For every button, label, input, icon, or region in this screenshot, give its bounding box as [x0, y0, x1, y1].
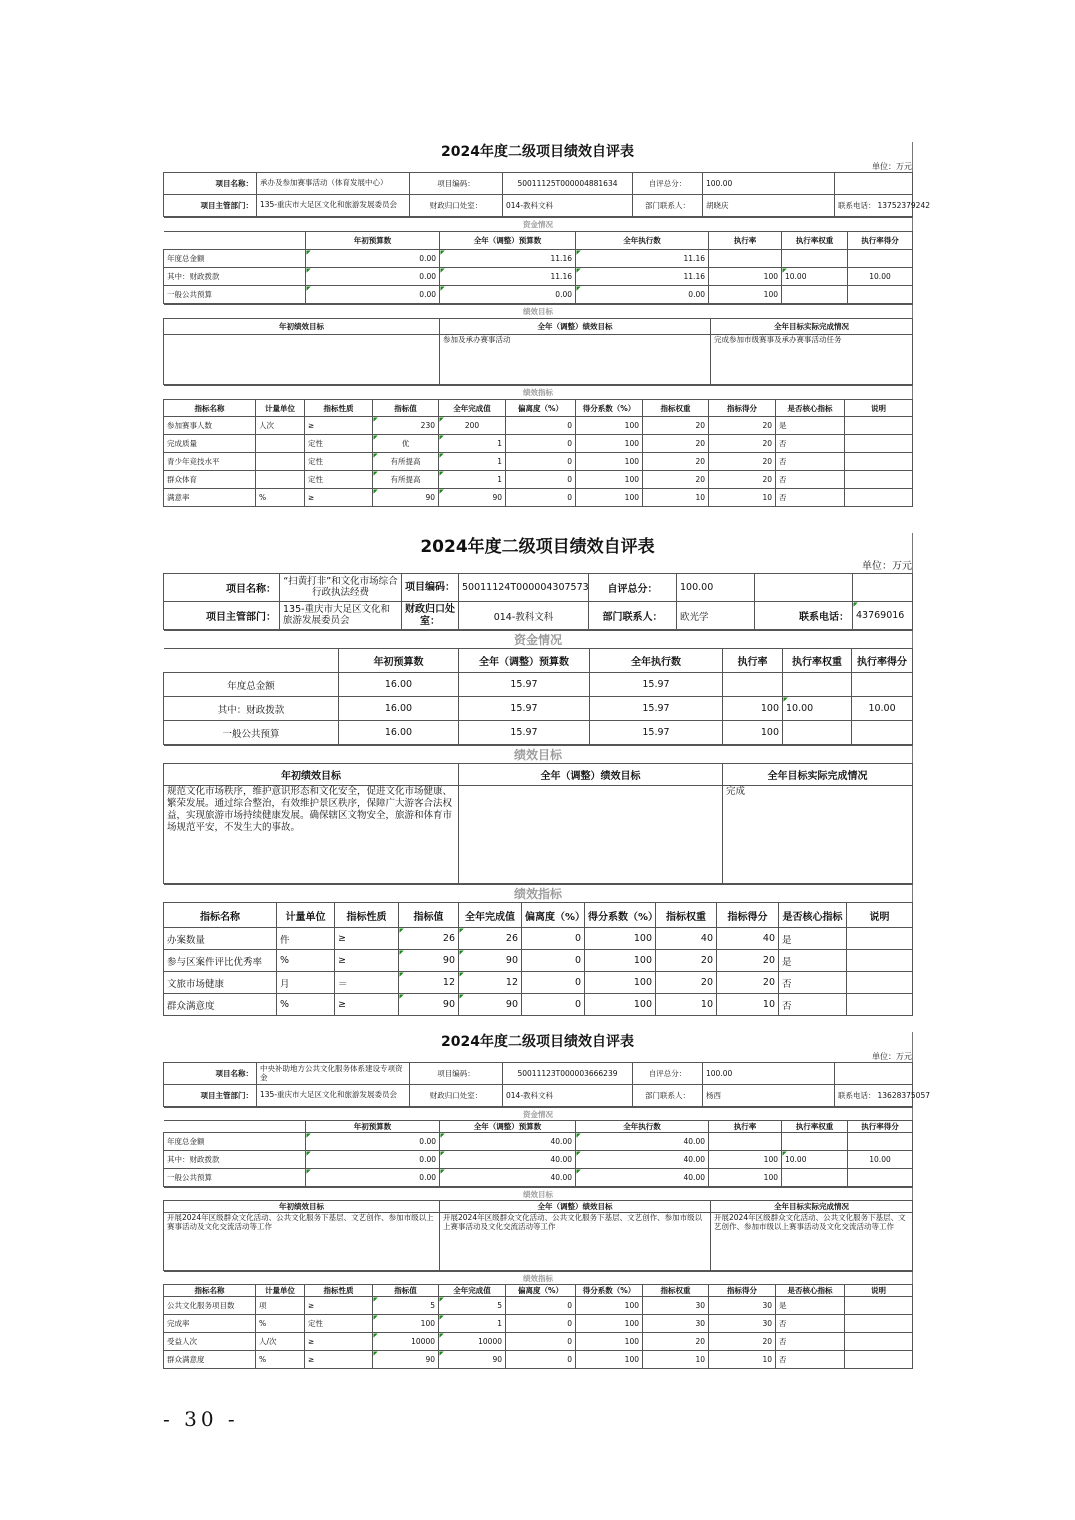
fund-section-title: 资金情况 [164, 218, 913, 232]
fund-section-title: 资金情况 [164, 1108, 913, 1121]
office-value: 014-教科文科 [503, 1085, 633, 1107]
fund-header: 执行率得分 [848, 232, 913, 250]
sheet-title: 2024年度二级项目绩效自评表 [441, 144, 634, 160]
fund-header: 全年执行数 [576, 1121, 709, 1133]
goal-header: 年初绩效目标 [164, 764, 459, 786]
contact-value: 杨西 [703, 1085, 835, 1107]
fund-row-label: 年度总金额 [164, 673, 339, 697]
fund-header: 年初预算数 [306, 1121, 440, 1133]
table-row: 群众体育 定性 有所提高 1 0 100 20 20 否 [164, 471, 913, 489]
page-number: - 30 - [163, 1407, 239, 1431]
contact-label: 部门联系人： [589, 602, 677, 630]
table-row: 公共文化服务项目数 项 ≥ 5 5 0 100 30 30 是 [164, 1297, 913, 1315]
dept-value: 135-重庆市大足区文化和旅游发展委员会 [257, 1085, 410, 1107]
dept-label: 项目主管部门： [164, 602, 280, 630]
goal-header: 全年（调整）绩效目标 [440, 1201, 711, 1213]
fund-row-label: 其中：财政拨款 [164, 697, 339, 721]
info-table [163, 172, 930, 217]
goal-table [163, 745, 913, 884]
self-score-label: 自评总分： [633, 173, 703, 195]
contact-label: 部门联系人： [633, 195, 703, 217]
goal-header: 全年目标实际完成情况 [711, 1201, 913, 1213]
fund-row-label: 年度总金额 [164, 250, 306, 268]
table-row: 完成率 % 定性 100 1 0 100 30 30 否 [164, 1315, 913, 1333]
goal-table [163, 304, 913, 385]
project-code-value: 50011124T000004307573 [459, 574, 589, 602]
contact-value: 胡晓庆 [703, 195, 835, 217]
fund-table: 资金情况 年初预算数 全年（调整）预算数 全年执行数 执行率 执行率权重 执行率得分 年度总金额 0.00 11.16 11.16 其中：财政拨款 0.00 11.16 11.16 100 10.00 10.00 一般公共预算 0.00 0.00 0.00 100 [163, 217, 913, 304]
phone-label: 联系电话： 13628375057 [835, 1085, 913, 1107]
unit-label: 单位：万元 [862, 561, 912, 572]
fund-header: 全年（调整）预算数 [459, 649, 590, 673]
sheet-title: 2024年度二级项目绩效自评表 [420, 537, 655, 557]
goal-initial: 开展2024年区级群众文化活动、公共文化服务下基层、文艺创作、参加市级以上赛事活动及文化交流活动等工作 [164, 1213, 440, 1271]
info-table [163, 573, 913, 630]
contact-label: 部门联系人： [633, 1085, 703, 1107]
office-label: 财政归口处室： [410, 195, 503, 217]
project-name-value: “扫黄打非”和文化市场综合行政执法经费 [280, 574, 402, 602]
goal-adjusted: 参加及承办赛事活动 [440, 335, 711, 385]
table-row: 参与区案件评比优秀率 % ≥ 90 90 0 100 20 20 是 [164, 950, 913, 972]
project-code-label: 项目编码： [402, 574, 459, 602]
goal-section-title: 绩效目标 [164, 746, 913, 764]
fund-header: 执行率得分 [848, 1121, 913, 1133]
goal-initial [164, 335, 440, 385]
fund-row-label: 其中：财政拨款 [164, 1151, 306, 1169]
phone-value: 43769016 [853, 602, 913, 630]
fund-header: 执行率权重 [782, 1121, 848, 1133]
project-code-value: 50011123T000003666239 [503, 1063, 633, 1085]
phone-value: 13628375057 [877, 1091, 930, 1100]
sheet-title: 2024年度二级项目绩效自评表 [441, 1034, 634, 1050]
table-row: 满意率 % ≥ 90 90 0 100 10 10 否 [164, 489, 913, 507]
dept-value: 135-重庆市大足区文化和旅游发展委员会 [257, 195, 410, 217]
indicator-table: 绩效指标 指标名称 计量单位 指标性质 指标值 全年完成值 偏离度（%） 得分系数（%） 指标权重 指标得分 是否核心指标 说明 公共文化服务项目数 项 ≥ 5 5 0 100 30 30 是 完成率 % 定性 100 1 0 100 30 30 否 受益人次 人/次 ≥ 10000 10000 0 100 20 20 否 群众满意度 % ≥ 90 90 0 100 10 10 否 [163, 1271, 913, 1369]
indicator-section-title: 绩效指标 [164, 386, 913, 400]
goal-header: 年初绩效目标 [164, 1201, 440, 1213]
contact-value: 欧光学 [677, 602, 755, 630]
goal-actual: 完成参加市级赛事及承办赛事活动任务 [711, 335, 913, 385]
goal-section-title: 绩效目标 [164, 1188, 913, 1201]
project-name-label: 项目名称： [164, 574, 280, 602]
table-row: 完成质量 定性 优 1 0 100 20 20 否 [164, 435, 913, 453]
project-name-label: 项目名称： [164, 173, 257, 195]
project-name-value: 中央补助地方公共文化服务体系建设专项资金 [257, 1063, 410, 1085]
fund-header: 执行率 [723, 649, 783, 673]
fund-row-label: 一般公共预算 [164, 1169, 306, 1187]
fund-table: 资金情况 年初预算数 全年（调整）预算数 全年执行数 执行率 执行率权重 执行率得分 年度总金额 16.00 15.97 15.97 其中：财政拨款 16.00 15.97 15.97 100 10.00 10.00 一般公共预算 16.00 15.97 15.97 100 [163, 630, 913, 745]
goal-header: 全年（调整）绩效目标 [459, 764, 723, 786]
indicator-table: 绩效指标 指标名称 计量单位 指标性质 指标值 全年完成值 偏离度（%） 得分系数（%） 指标权重 指标得分 是否核心指标 说明 参加赛事人数 人次 ≥ 230 200 0 100 20 20 是 完成质量 定性 优 1 0 100 20 20 否 青少年竞技水平 定性 有所提高 1 0 100 20 20 否 群众体育 定性 有所提高 1 0 100 20 20 否 满意率 % ≥ 90 90 0 100 10 10 否 [163, 385, 913, 507]
self-score-label: 自评总分： [589, 574, 677, 602]
project-name-label: 项目名称： [164, 1063, 257, 1085]
table-row: 参加赛事人数 人次 ≥ 230 200 0 100 20 20 是 [164, 417, 913, 435]
fund-header: 执行率权重 [782, 232, 848, 250]
project-name-value: 承办及参加赛事活动（体育发展中心） [257, 173, 410, 195]
office-value: 014-教科文科 [459, 602, 589, 630]
goal-adjusted [459, 786, 723, 884]
fund-header: 全年执行数 [576, 232, 709, 250]
goal-table [163, 1187, 913, 1271]
self-score-value: 100.00 [703, 1063, 835, 1085]
goal-initial: 规范文化市场秩序，维护意识形态和文化安全，促进文化市场健康、繁荣发展。通过综合整治，有效维护景区秩序，保障广大游客合法权益，实现旅游市场持续健康发展。确保辖区文物安全，旅游和体育市场规范平安，不发生大的事故。 [164, 786, 459, 884]
project-code-label: 项目编码： [410, 1063, 503, 1085]
fund-row-label: 一般公共预算 [164, 721, 339, 745]
fund-header: 全年执行数 [590, 649, 723, 673]
table-row: 青少年竞技水平 定性 有所提高 1 0 100 20 20 否 [164, 453, 913, 471]
goal-header: 年初绩效目标 [164, 319, 440, 335]
indicator-section-title: 绩效指标 [164, 885, 913, 903]
office-label: 财政归口处室： [402, 602, 459, 630]
goal-actual: 开展2024年区级群众文化活动、公共文化服务下基层、文艺创作、参加市级以上赛事活动及文化交流活动等工作 [711, 1213, 913, 1271]
table-row: 办案数量 件 ≥ 26 26 0 100 40 40 是 [164, 928, 913, 950]
phone-value: 13752379242 [877, 201, 930, 210]
table-row: 群众满意度 % ≥ 90 90 0 100 10 10 否 [164, 994, 913, 1016]
info-table [163, 1062, 930, 1107]
unit-label: 单位：万元 [872, 1052, 912, 1061]
phone-label: 联系电话： [755, 602, 853, 630]
fund-header: 全年（调整）预算数 [440, 1121, 576, 1133]
goal-section-title: 绩效目标 [164, 305, 913, 319]
indicator-table: 绩效指标 指标名称 计量单位 指标性质 指标值 全年完成值 偏离度（%） 得分系数（%） 指标权重 指标得分 是否核心指标 说明 办案数量 件 ≥ 26 26 0 100 40 40 是 参与区案件评比优秀率 % ≥ 90 90 0 100 20 20 是 文旅市场健康 月 ＝ 12 12 0 100 20 20 否 群众满意度 % ≥ 90 90 0 100 10 10 否 [163, 884, 913, 1016]
sheet-2 [163, 533, 913, 1016]
fund-row-label: 一般公共预算 [164, 286, 306, 304]
fund-section-title: 资金情况 [164, 631, 913, 649]
unit-label: 单位：万元 [872, 162, 912, 171]
fund-header: 执行率得分 [852, 649, 913, 673]
fund-row-label: 其中：财政拨款 [164, 268, 306, 286]
phone-label: 联系电话： 13752379242 [835, 195, 913, 217]
dept-value: 135-重庆市大足区文化和旅游发展委员会 [280, 602, 402, 630]
goal-header: 全年（调整）绩效目标 [440, 319, 711, 335]
indicator-section-title: 绩效指标 [164, 1272, 913, 1285]
sheet-1 [163, 142, 930, 507]
fund-table: 资金情况 年初预算数 全年（调整）预算数 全年执行数 执行率 执行率权重 执行率得分 年度总金额 0.00 40.00 40.00 其中：财政拨款 0.00 40.00 40.00 100 10.00 10.00 一般公共预算 0.00 40.00 40.00 100 [163, 1107, 913, 1187]
goal-actual: 完成 [723, 786, 913, 884]
self-score-value: 100.00 [677, 574, 755, 602]
goal-adjusted: 开展2024年区级群众文化活动、公共文化服务下基层、文艺创作、参加市级以上赛事活动及文化交流活动等工作 [440, 1213, 711, 1271]
dept-label: 项目主管部门： [164, 1085, 257, 1107]
fund-header: 年初预算数 [306, 232, 440, 250]
table-row: 群众满意度 % ≥ 90 90 0 100 10 10 否 [164, 1351, 913, 1369]
project-code-value: 50011125T000004881634 [503, 173, 633, 195]
fund-header: 全年（调整）预算数 [440, 232, 576, 250]
project-code-label: 项目编码： [410, 173, 503, 195]
goal-header: 全年目标实际完成情况 [723, 764, 913, 786]
fund-header: 执行率 [709, 232, 782, 250]
office-label: 财政归口处室： [410, 1085, 503, 1107]
self-score-value: 100.00 [703, 173, 835, 195]
fund-header: 执行率 [709, 1121, 782, 1133]
self-score-label: 自评总分： [633, 1063, 703, 1085]
fund-header: 年初预算数 [339, 649, 459, 673]
goal-header: 全年目标实际完成情况 [711, 319, 913, 335]
sheet-3 [163, 1032, 930, 1369]
fund-row-label: 年度总金额 [164, 1133, 306, 1151]
fund-header: 执行率权重 [783, 649, 852, 673]
office-value: 014-教科文科 [503, 195, 633, 217]
dept-label: 项目主管部门： [164, 195, 257, 217]
table-row: 文旅市场健康 月 ＝ 12 12 0 100 20 20 否 [164, 972, 913, 994]
table-row: 受益人次 人/次 ≥ 10000 10000 0 100 20 20 否 [164, 1333, 913, 1351]
